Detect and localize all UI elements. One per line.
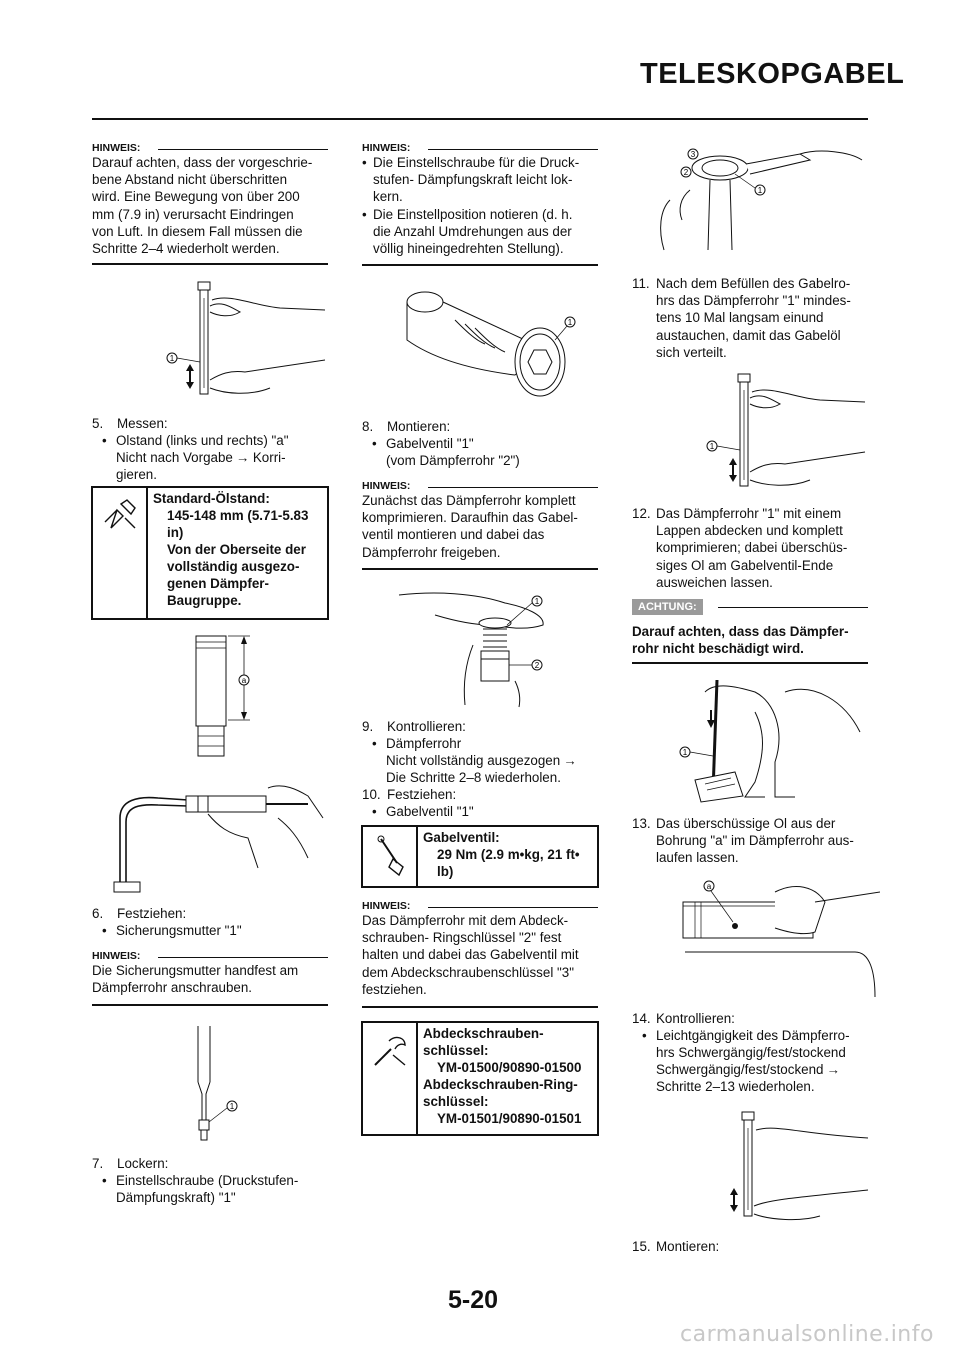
step-bullet-text: Gabelventil "1": [386, 804, 474, 819]
svg-text:2: 2: [534, 661, 540, 670]
note-text: Darauf achten, dass der vorgeschrie- bene Abstand nicht überschritten wird. Eine Bewegung von über 200 mm (7.9 in) verursacht Eindringen von Luft. In diesem Fall müssen die Schritte 2–4 wiederholt werden.: [92, 155, 313, 257]
fork-stroke-figure: [720, 1110, 870, 1225]
svg-text:a: a: [706, 882, 712, 891]
step-bullet-text: hrs Schwergängig/fest/stockend: [656, 1045, 846, 1060]
spec-box: Standard-Ölstand: 145-148 mm (5.71-5.83 in) Von der Oberseite der vollständig ausgezo- genen Dämpfer- Baugruppe.: [91, 486, 329, 620]
step-number: 9.: [362, 719, 374, 734]
fork-pumping-figure-2: [700, 370, 870, 495]
locknut-figure: [180, 1022, 250, 1147]
svg-text:2: 2: [683, 168, 689, 177]
damper-compress-figure: [665, 672, 870, 807]
note-text: Das Dämpferrohr mit dem Abdeck- schrauben- Ringschlüssel "2" fest halten und dabei das Gabelventil mit dem Abdeckschraubenschlüssel "3" festziehen.: [362, 913, 579, 997]
note-rule: [158, 957, 328, 958]
caution-tag: ACHTUNG:: [632, 599, 703, 615]
valve-install-figure: [395, 585, 575, 710]
page-title: TELESKOPGABEL: [640, 58, 905, 90]
oil-syringe-figure: [108, 778, 328, 893]
svg-text:1: 1: [534, 597, 540, 606]
note-heading: HINWEIS:: [362, 142, 411, 154]
step-title: Kontrollieren:: [387, 719, 466, 734]
note-text: Die Sicherungsmutter handfest am Dämpferrohr anschrauben.: [92, 963, 299, 996]
step-bullet-text: (vom Dämpferrohr "2"): [386, 453, 520, 468]
note-end-rule: [362, 1006, 598, 1008]
step-number: 8.: [362, 419, 374, 434]
note-heading: HINWEIS:: [362, 900, 411, 912]
note-bullet-text: Die Einstellschraube für die Druck- stufen- Dämpfungskraft leicht lok- kern.: [373, 155, 580, 205]
svg-text:1: 1: [229, 1102, 235, 1111]
note-rule: [428, 907, 598, 908]
step-bullet-text: Nicht nach Vorgabe → Korri-: [116, 450, 286, 465]
note-heading: HINWEIS:: [362, 480, 411, 492]
watermark: carmanualsonline.info: [680, 1322, 934, 1347]
note-rule: [718, 607, 868, 608]
svg-text:1: 1: [682, 748, 688, 757]
caution-end-rule: [632, 662, 868, 664]
oil-drain-figure: [675, 872, 880, 1000]
note-text: Zunächst das Dämpferrohr komplett komprimieren. Daraufhin das Gabel- ventil montieren und dabei das Dämpferrohr freigeben.: [362, 493, 578, 560]
step-title: Festziehen:: [387, 787, 457, 802]
svg-text:1: 1: [567, 318, 573, 327]
note-end-rule: [92, 263, 328, 265]
fork-valve-figure: [395, 280, 595, 405]
step-text: Das überschüssige Ol aus der Bohrung "a" im Dämpferrohr aus- laufen lassen.: [656, 816, 854, 866]
step-bullet-text: Dämpfungskraft) "1": [116, 1190, 236, 1205]
note-end-rule: [362, 568, 598, 570]
bullet: •: [102, 433, 107, 448]
step-bullet-text: Leichtgängigkeit des Dämpferro-: [656, 1028, 850, 1043]
page-number: 5-20: [448, 1286, 499, 1314]
note-heading: HINWEIS:: [92, 142, 141, 154]
svg-text:a: a: [241, 676, 247, 685]
note-end-rule: [92, 1004, 328, 1006]
step-number: 14.: [632, 1011, 651, 1026]
step-number: 6.: [92, 906, 104, 921]
note-rule: [428, 149, 598, 150]
bullet: •: [372, 804, 377, 819]
tool-box: Abdeckschrauben- schlüssel: YM-01500/90890-01500 Abdeckschrauben-Ring- schlüssel: YM-01501/90890-01501: [361, 1021, 599, 1136]
step-bullet-text: Die Schritte 2–8 wiederholen.: [386, 770, 561, 785]
step-number: 5.: [92, 416, 104, 431]
bullet: •: [362, 207, 367, 222]
cap-wrench-figure: [650, 140, 865, 260]
step-text: Nach dem Befüllen des Gabelro- hrs das Dämpferrohr "1" mindes- tens 10 Mal langsam einund austauchen, damit das Gabelöl sich verteilt.: [656, 276, 851, 360]
header-rule: [92, 118, 868, 120]
step-number: 11.: [632, 276, 650, 291]
note-rule: [428, 487, 598, 488]
step-number: 10.: [362, 787, 381, 802]
svg-text:1: 1: [709, 442, 715, 451]
note-rule: [158, 149, 328, 150]
step-bullet-text: Olstand (links und rechts) "a": [116, 433, 289, 448]
step-title: Montieren:: [387, 419, 451, 434]
caution-text: Darauf achten, dass das Dämpfer- rohr nicht beschädigt wird.: [632, 624, 849, 657]
bullet: •: [372, 736, 377, 751]
step-number: 12.: [632, 506, 651, 521]
bullet: •: [102, 1173, 107, 1188]
step-number: 7.: [92, 1156, 104, 1171]
bullet: •: [102, 923, 107, 938]
step-title: Montieren:: [656, 1239, 720, 1254]
note-heading: HINWEIS:: [92, 950, 141, 962]
step-bullet-text: Schritte 2–13 wiederholen.: [656, 1079, 815, 1094]
note-bullet-text: Die Einstellposition notieren (d. h. die Anzahl Umdrehungen aus der völlig hineingedrehten Stellung).: [373, 207, 573, 257]
bullet: •: [642, 1028, 647, 1043]
step-title: Kontrollieren:: [656, 1011, 735, 1026]
step-text: Das Dämpferrohr "1" mit einem Lappen abdecken und komplett komprimieren; dabei überschüs- siges Ol am Gabelventil-Ende ausweichen lassen.: [656, 506, 848, 590]
svg-text:1: 1: [757, 186, 763, 195]
fork-pumping-figure: [160, 278, 330, 403]
svg-text:3: 3: [690, 150, 696, 159]
step-title: Messen:: [117, 416, 168, 431]
note-end-rule: [362, 264, 598, 266]
special-tool-icon: [371, 1031, 411, 1071]
step-title: Lockern:: [117, 1156, 169, 1171]
torque-box: Gabelventil: 29 Nm (2.9 m•kg, 21 ft• lb): [361, 825, 599, 888]
step-number: 13.: [632, 816, 651, 831]
step-bullet-text: Schwergängig/fest/stockend →: [656, 1062, 841, 1077]
step-bullet-text: Sicherungsmutter "1": [116, 923, 242, 938]
wrench-icon: [101, 496, 141, 536]
step-bullet-text: Dämpferrohr: [386, 736, 462, 751]
step-bullet-text: gieren.: [116, 467, 157, 482]
step-number: 15.: [632, 1239, 651, 1254]
bullet: •: [372, 436, 377, 451]
svg-text:1: 1: [169, 354, 175, 363]
oil-level-figure: [188, 630, 268, 765]
step-bullet-text: Nicht vollständig ausgezogen →: [386, 753, 577, 768]
bullet: •: [362, 155, 367, 170]
step-title: Festziehen:: [117, 906, 187, 921]
step-bullet-text: Einstellschraube (Druckstufen-: [116, 1173, 299, 1188]
torque-wrench-icon: [375, 835, 411, 879]
step-bullet-text: Gabelventil "1": [386, 436, 474, 451]
